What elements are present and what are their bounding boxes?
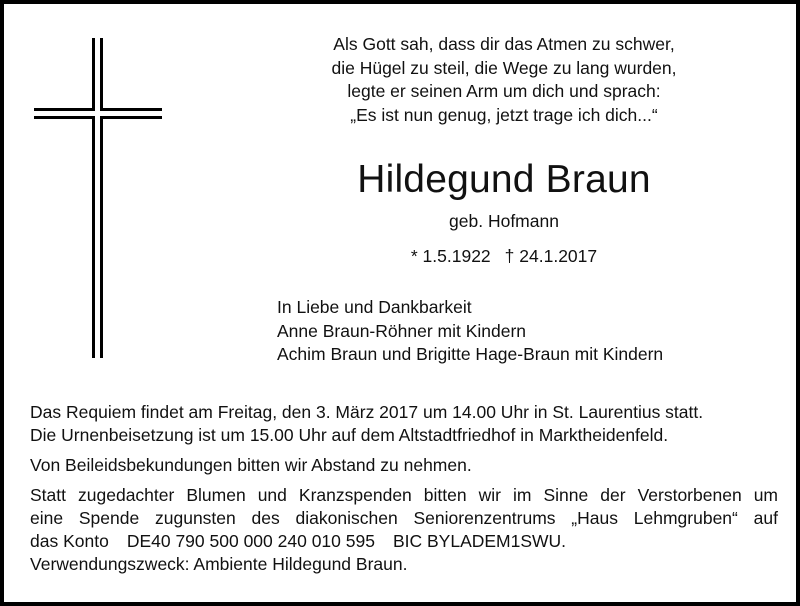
deceased-name: Hildegund Braun: [357, 158, 651, 201]
mourners-line: Achim Braun und Brigitte Hage-Braun mit Kindern: [277, 344, 664, 364]
poem-line: „Es ist nun genug, jetzt trage ich dich...“: [350, 104, 658, 125]
bic: BIC BYLADEM1SWU.: [392, 531, 567, 551]
condolence-notice: [30, 454, 778, 477]
requiem-line: Das Requiem findet am Freitag, den 3. März 2017 um 14.00 Uhr in St. Laurentius statt.: [30, 402, 704, 422]
iban: DE40 790 500 000 240 010 595: [126, 531, 375, 551]
donation-line: [30, 484, 778, 507]
account-line: [30, 530, 778, 553]
account-label: das Konto: [30, 531, 109, 551]
poem: [234, 33, 774, 127]
donation-text: eine Spende zugunsten des diakonischen Seniorenzentrums „Haus Lehmgruben“ auf: [30, 508, 778, 528]
purpose-line: Verwendungszweck: Ambiente Hildegund Braun.: [30, 554, 408, 574]
death-date: † 24.1.2017: [504, 246, 598, 266]
mourners-line: In Liebe und Dankbarkeit: [277, 297, 472, 317]
donation-line: [30, 507, 778, 530]
donation-text: Statt zugedachter Blumen und Kranzspenden bitten wir im Sinne der Verstorbenen um: [30, 485, 778, 505]
mourners: [277, 296, 663, 367]
requiem-notice: [30, 401, 778, 447]
mourners-line: Anne Braun-Röhner mit Kindern: [277, 320, 527, 341]
burial-line: Die Urnenbeisetzung ist um 15.00 Uhr auf dem Altstadtfriedhof in Marktheidenfeld.: [30, 425, 669, 445]
donation-notice: [30, 484, 778, 576]
poem-line: legte er seinen Arm um dich und sprach:: [347, 81, 661, 101]
birth-date: * 1.5.1922: [410, 246, 491, 266]
poem-line: die Hügel zu steil, die Wege zu lang wurden,: [331, 57, 677, 78]
notices: [30, 401, 778, 583]
birth-name: geb. Hofmann: [449, 211, 559, 231]
condolence-line: Von Beileidsbekundungen bitten wir Abstand zu nehmen.: [30, 455, 472, 475]
cross-icon: [34, 38, 162, 358]
poem-line: Als Gott sah, dass dir das Atmen zu schwer,: [333, 34, 675, 54]
life-dates: [234, 244, 774, 268]
